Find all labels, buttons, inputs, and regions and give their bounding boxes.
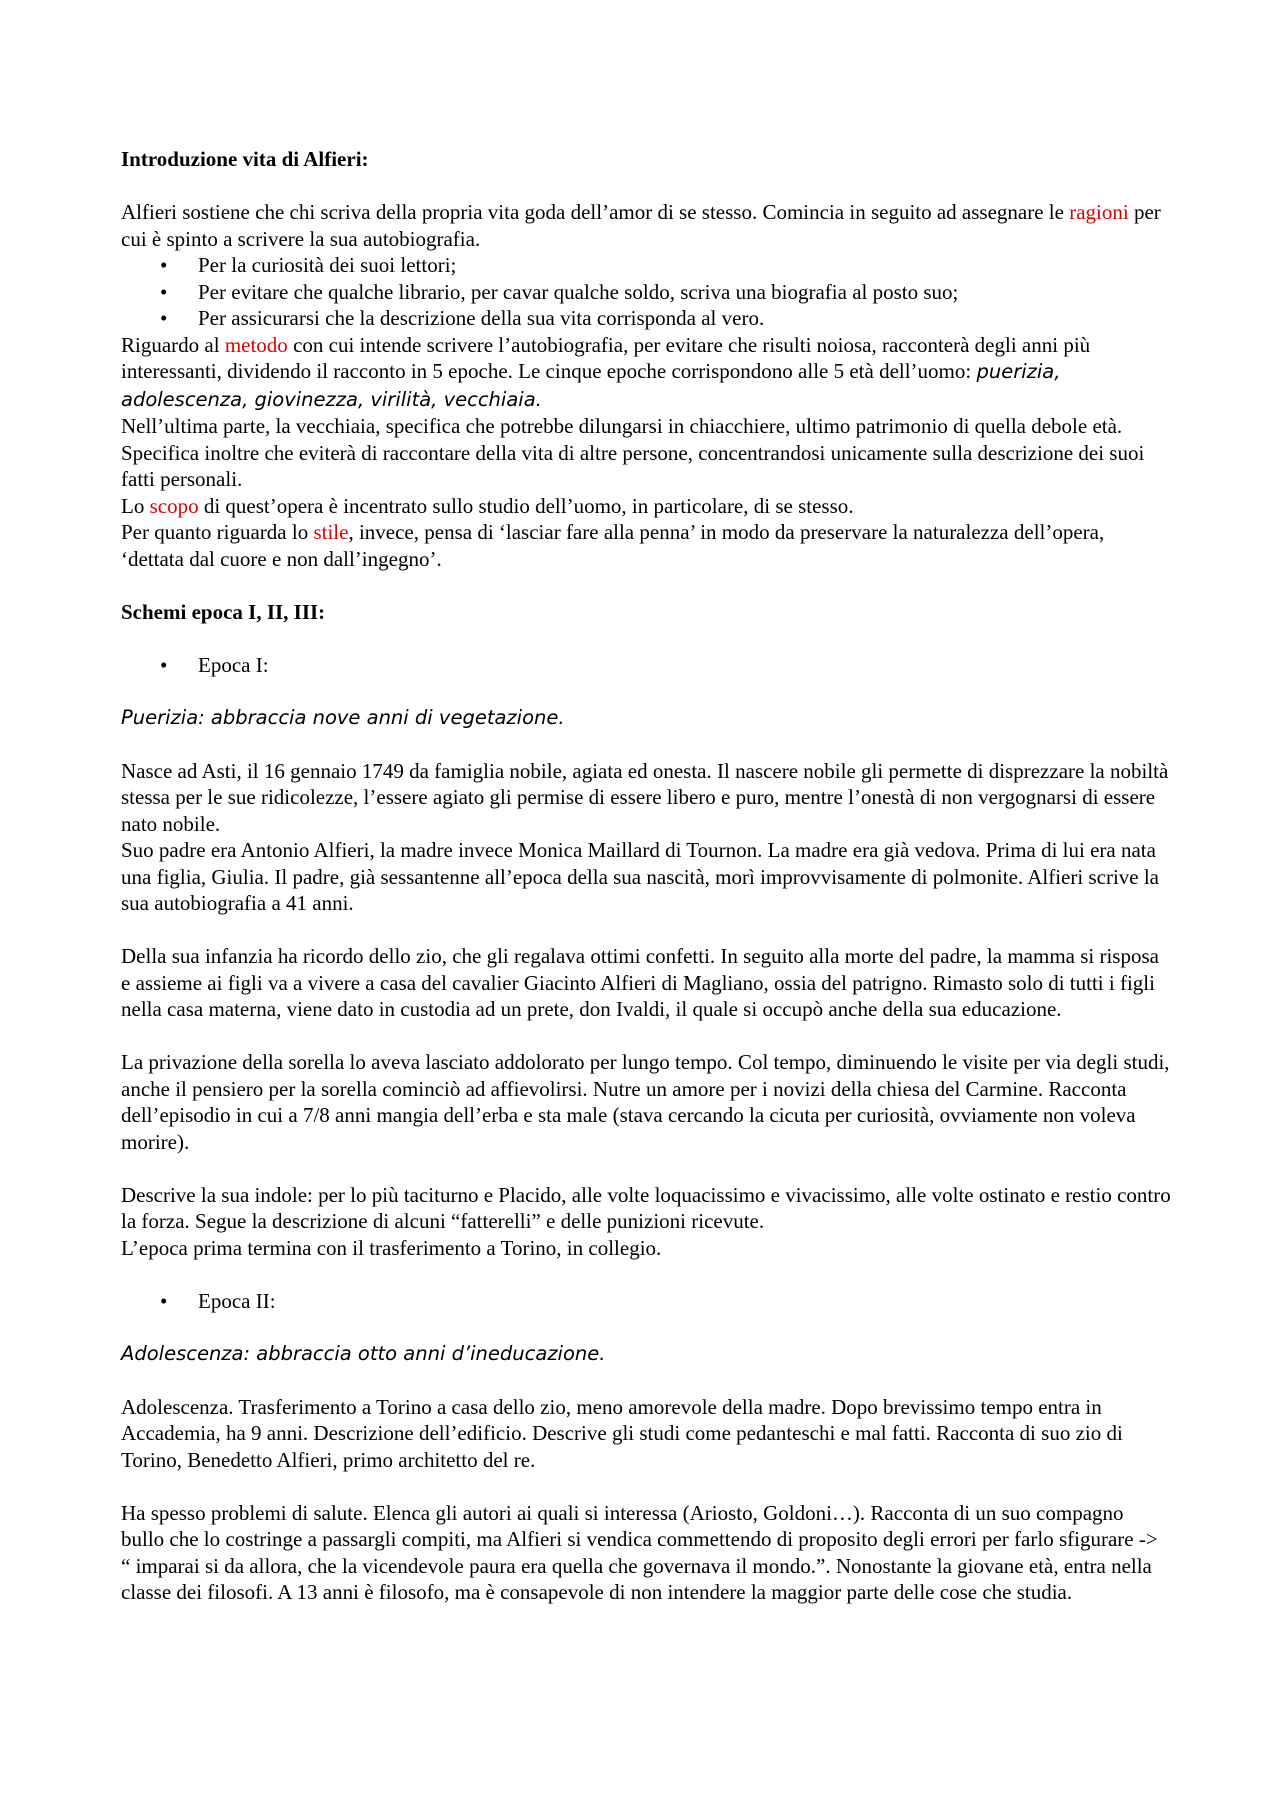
scope-paragraph: Lo scopo di quest’opera è incentrato sullo studio dell’uomo, in particolare, di se stesso. bbox=[121, 493, 854, 518]
epoca-1-paragraph: La privazione della sorella lo aveva lasciato addolorato per lungo tempo. Col tempo, diminuendo le visite per via degli studi, anche il pensiero per la sorella cominciò ad affievolirsi. Nutre un amore per i novizi della chiesa del Carmine. Racconta dell’episodio in cui a 7/8 anni mangia dell’erba e sta male (stava cercando la cicuta per curiosità, ovviamente non voleva morire). bbox=[121, 1050, 1170, 1154]
epoca-1-paragraph: Descrive la sua indole: per lo più taciturno e Placido, alle volte loquacissimo e vivacissimo, alle volte ostinato e restio contro la forza. Segue la descrizione di alcuni “fatterelli” e delle punizioni ricevute. bbox=[121, 1182, 1171, 1233]
keyword-metodo: metodo bbox=[224, 332, 288, 357]
reasons-list bbox=[121, 252, 1171, 332]
epoca-1-paragraph: Nasce ad Asti, il 16 gennaio 1749 da famiglia nobile, agiata ed onesta. Il nascere nobile gli permette di disprezzare la nobiltà stessa per le sue ridicolezze, l’essere agiato gli permise di essere libero e puro, mentre l’onestà di non vergognarsi di essere nato nobile. bbox=[121, 758, 1169, 836]
keyword-scopo: scopo bbox=[149, 493, 199, 518]
schemi-heading: Schemi epoca I, II, III: bbox=[121, 599, 326, 624]
document-page bbox=[121, 146, 1171, 1606]
epoca-2-label: • Epoca II: bbox=[121, 1288, 1171, 1315]
epoca-1-list bbox=[121, 652, 1171, 679]
ages-list: puerizia, adolescenza, giovinezza, virilità, vecchiaia. bbox=[121, 360, 1061, 411]
epoca-1-label: • Epoca I: bbox=[121, 652, 1171, 679]
epoca-2-paragraph: Ha spesso problemi di salute. Elenca gli autori ai quali si interessa (Ariosto, Goldoni…). Racconta di un suo compagno bullo che lo costringe a passargli compiti, ma Alfieri si vendica commettendo di proposito degli errori per farlo sfigurare -> “ imparai si da allora, che la vicendevole paura era quella che governava il mondo.”. Nonostante la giovane età, entra nella classe dei filosofi. A 13 anni è filosofo, ma è consapevole di non intendere la maggior parte delle cose che studia. bbox=[121, 1500, 1158, 1604]
epoca-1-paragraph: L’epoca prima termina con il trasferimento a Torino, in collegio. bbox=[121, 1235, 662, 1260]
keyword-stile: stile bbox=[313, 520, 349, 544]
epoca-1-paragraph: Della sua infanzia ha ricordo dello zio, che gli regalava ottimi confetti. In seguito alla morte del padre, la mamma si risposa e assieme ai figli va a vivere a casa del cavalier Giacinto Alfieri di Magliano, ossia del patrigno. Rimasto solo di tutti i figli nella casa materna, viene dato in custodia ad un prete, don Ivaldi, il quale si occupò anche della sua educazione. bbox=[121, 944, 1159, 1021]
epoca-2-list bbox=[121, 1288, 1171, 1315]
epoca-2-subtitle: Adolescenza: abbraccia otto anni d’ineducazione. bbox=[121, 1341, 606, 1365]
epoca-1-paragraph: Suo padre era Antonio Alfieri, la madre invece Monica Maillard di Tournon. La madre era già vedova. Prima di lui era nata una figlia, Giulia. Il padre, già sessantenne all’epoca della sua nascità, morì improvvisamente di polmonite. Alfieri scrive la sua autobiografia a 41 anni. bbox=[121, 838, 1160, 915]
list-item: • Per la curiosità dei suoi lettori; bbox=[121, 252, 1171, 279]
list-item: • Per assicurarsi che la descrizione della sua vita corrisponda al vero. bbox=[121, 305, 1171, 332]
old-age-paragraph: Nell’ultima parte, la vecchiaia, specifica che potrebbe dilungarsi in chiacchiere, ultimo patrimonio di quella debole età. bbox=[121, 414, 1123, 438]
focus-paragraph: Specifica inoltre che eviterà di raccontare della vita di altre persone, concentrandosi unicamente sulla descrizione dei suoi fatti personali. bbox=[121, 440, 1145, 491]
epoca-2-paragraph: Adolescenza. Trasferimento a Torino a casa dello zio, meno amorevole della madre. Dopo brevissimo tempo entra in Accademia, ha 9 anni. Descrizione dell’edificio. Descrive gli studi come pedanteschi e mal fatti. Racconta di suo zio di Torino, Benedetto Alfieri, primo architetto del re. bbox=[121, 1394, 1123, 1472]
epoca-1-subtitle: Puerizia: abbraccia nove anni di vegetazione. bbox=[121, 705, 565, 729]
style-paragraph: Per quanto riguarda lo stile, invece, pensa di ‘lasciar fare alla penna’ in modo da preservare la naturalezza dell’opera, ‘dettata dal cuore e non dall’ingegno’. bbox=[121, 520, 1105, 571]
method-paragraph: Riguardo al metodo con cui intende scrivere l’autobiografia, per evitare che risulti noiosa, racconterà degli anni più interessanti, dividendo il racconto in 5 epoche. Le cinque epoche corrispondono alle 5 età dell’uomo: puerizia, adolescenza, giovinezza, virilità, vecchiaia. bbox=[121, 332, 1091, 411]
keyword-ragioni: ragioni bbox=[1069, 200, 1129, 224]
list-item: • Per evitare che qualche librario, per cavar qualche soldo, scriva una biografia al posto suo; bbox=[121, 279, 1171, 306]
intro-paragraph: Alfieri sostiene che chi scriva della propria vita goda dell’amor di se stesso. Comincia in seguito ad assegnare le ragioni per cui è spinto a scrivere la sua autobiografia. bbox=[121, 200, 1161, 251]
intro-heading: Introduzione vita di Alfieri: bbox=[121, 147, 369, 171]
